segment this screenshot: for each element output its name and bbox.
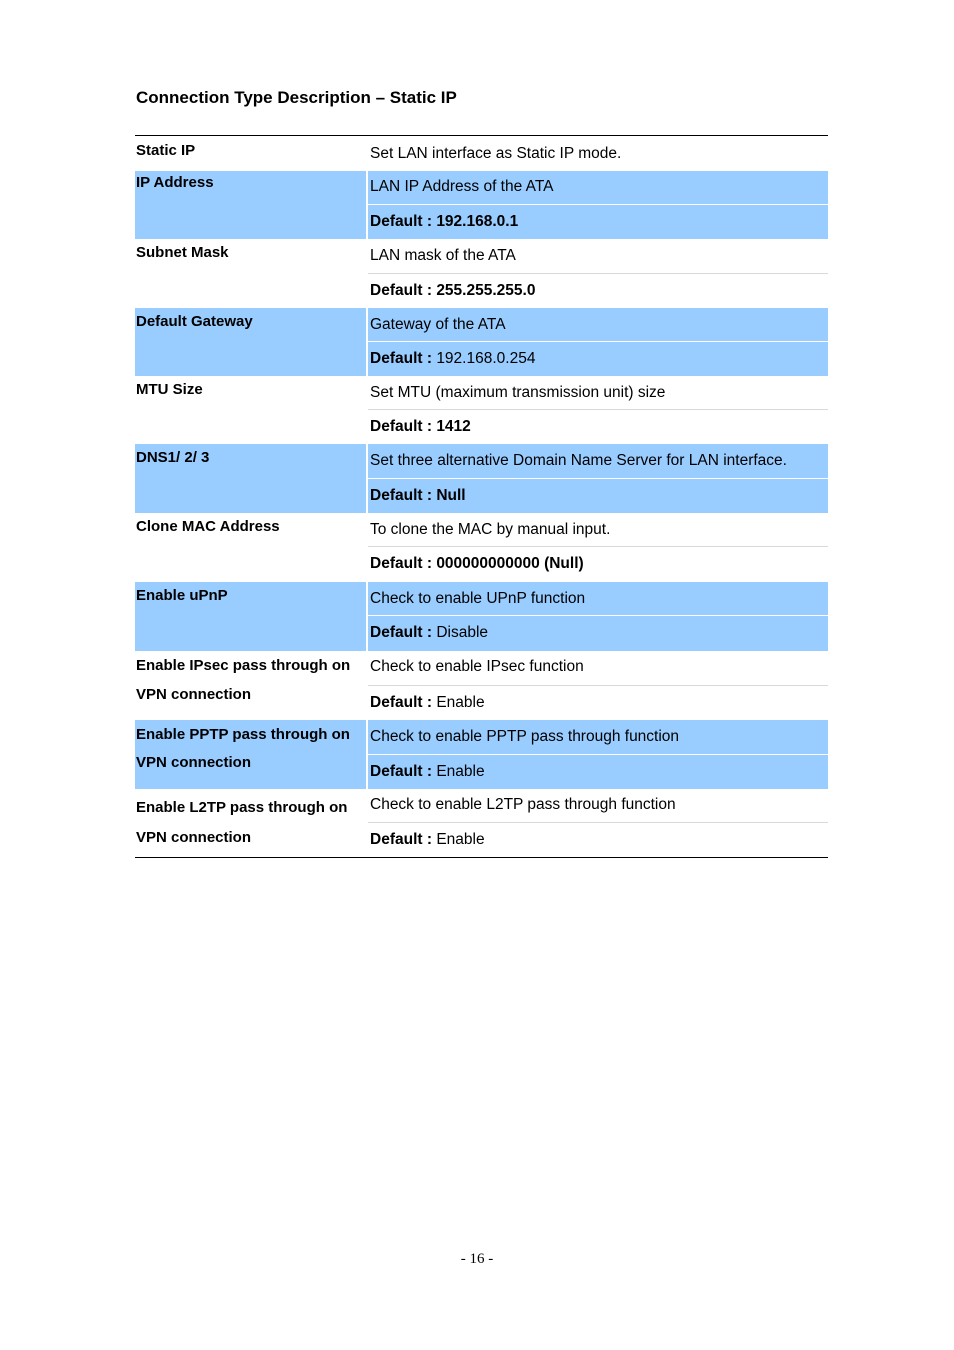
table-row [135,171,828,239]
row-default: Default : Enable [368,755,828,789]
row-default: Default : 000000000000 (Null) [370,555,584,572]
table-row [135,376,828,444]
table-row [135,136,828,171]
row-default: Default : Null [368,479,828,513]
table-row [135,513,828,582]
row-description: To clone the MAC by manual input. [368,513,828,547]
table-row [135,582,828,651]
row-description: Check to enable UPnP function [368,582,828,616]
row-default: Default : Enable [370,831,485,848]
row-label: Clone MAC Address [136,518,280,535]
table-row [135,239,828,308]
row-description: Check to enable PPTP pass through function [368,720,828,755]
row-label: Static IP [136,142,196,159]
table-row [135,651,828,720]
section-heading: Connection Type Description – Static IP [136,88,457,107]
row-description: Set MTU (maximum transmission unit) size [368,376,828,410]
row-description: Gateway of the ATA [368,308,828,342]
row-label: MTU Size [136,381,203,398]
row-default: Default : Disable [368,616,828,651]
row-default: Default : 1412 [370,418,471,435]
row-default: Default : Enable [370,694,485,711]
table-row [135,720,828,789]
row-default: Default : 192.168.0.1 [368,205,828,239]
row-description: Check to enable IPsec function [368,651,828,686]
row-label: IP Address [135,171,366,239]
table-row [135,308,828,376]
row-label: Subnet Mask [136,244,229,261]
row-label: DNS1/ 2/ 3 [135,444,366,513]
settings-table [135,135,828,858]
page-number: - 16 - [460,1251,494,1267]
table-row [135,444,828,513]
row-label: Enable uPnP [135,582,366,651]
row-label: Enable IPsec pass through on VPN connection [136,657,351,703]
row-description: LAN IP Address of the ATA [368,171,828,205]
row-label: Default Gateway [135,308,366,376]
row-description: Set LAN interface as Static IP mode. [370,145,622,162]
row-label: Enable L2TP pass through on VPN connection [136,799,348,846]
row-description: LAN mask of the ATA [368,239,828,274]
row-default: Default : 255.255.255.0 [370,282,536,299]
row-default: Default : 192.168.0.254 [368,342,828,376]
row-description: Check to enable L2TP pass through function [368,789,828,823]
table-row [135,789,828,857]
row-description: Set three alternative Domain Name Server for LAN interface. [368,444,828,479]
row-label: Enable PPTP pass through on VPN connection [135,720,366,789]
